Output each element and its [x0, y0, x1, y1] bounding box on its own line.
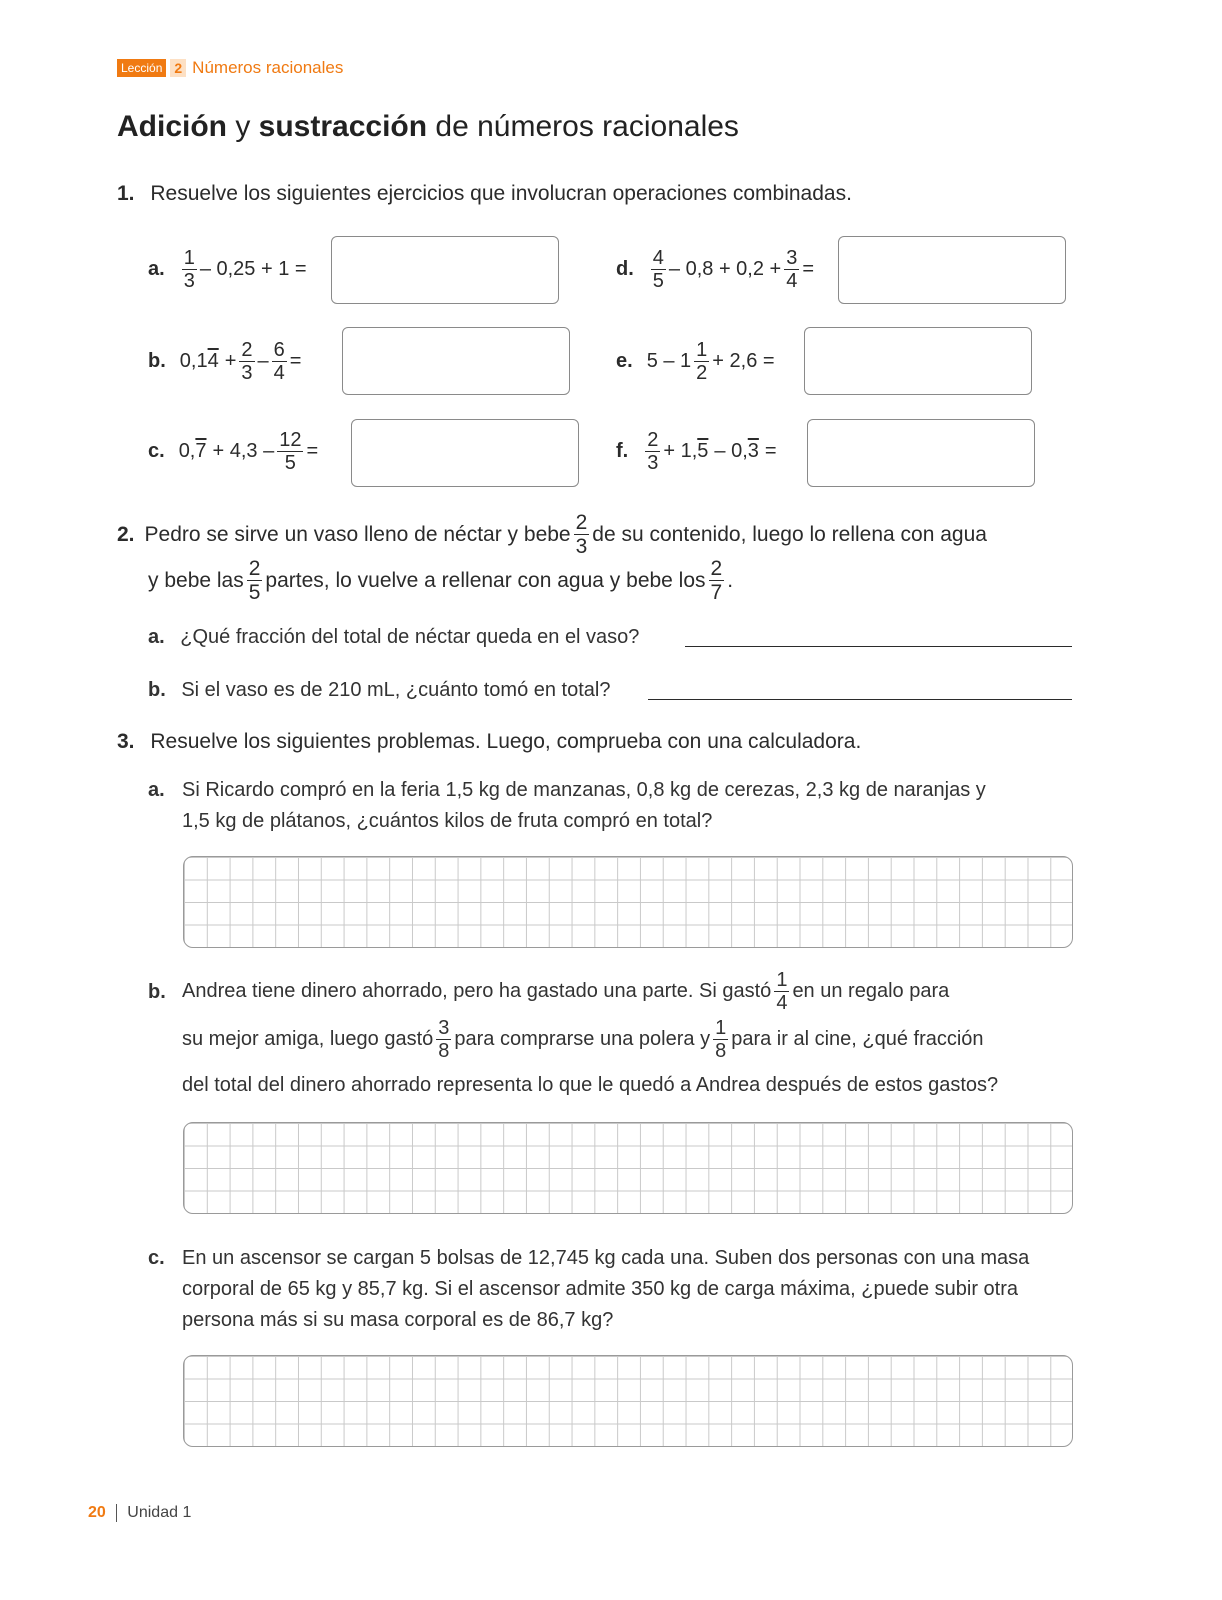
question-2-line1 [117, 512, 987, 557]
question-text: Resuelve los siguientes ejercicios que involucran operaciones combinadas. [150, 182, 852, 205]
question-3a-text [182, 775, 986, 837]
exercise-1a [148, 248, 307, 291]
answer-box-1f[interactable] [807, 419, 1035, 487]
title-bold-1: Adición [117, 110, 227, 143]
question-3b-line3 [182, 1070, 998, 1101]
expr-text: + 4,3 – [212, 440, 275, 462]
exercise-1b [148, 340, 301, 383]
question-2a [148, 622, 639, 653]
answer-line-2b[interactable] [648, 699, 1072, 700]
expr-text: = [306, 440, 319, 462]
question-3c [148, 1243, 165, 1274]
question-3b-line2 [182, 1018, 984, 1061]
grid-answer-area-3c[interactable] [183, 1355, 1073, 1447]
text-line: persona más si su masa corporal es de 86,7 kg? [182, 1309, 614, 1331]
expr-text: = [289, 350, 302, 372]
question-3 [117, 730, 861, 754]
question-text: de su contenido, luego lo rellena con agua [592, 522, 987, 546]
question-text: Pedro se sirve un vaso lleno de néctar y bebe [144, 522, 571, 546]
answer-box-1d[interactable] [838, 236, 1066, 304]
question-number: 1. [117, 182, 135, 205]
repeating-digit: 5 [697, 440, 709, 462]
question-1 [117, 182, 852, 206]
lesson-header [117, 58, 343, 78]
question-2-line2 [148, 558, 733, 603]
question-2b [148, 675, 610, 706]
question-text: partes, lo vuelve a rellenar con agua y bebe los [265, 568, 706, 592]
fraction: $\frac{12}{5}$ [279, 429, 302, 474]
expr-text: + [224, 350, 237, 372]
fraction: $\frac{2}{3}$ [241, 339, 253, 384]
page-number: 20 [88, 1504, 106, 1521]
lesson-label: Lección [117, 59, 166, 77]
answer-box-1a[interactable] [331, 236, 559, 304]
answer-box-1c[interactable] [351, 419, 579, 487]
repeating-digit: 4 [207, 350, 219, 372]
fraction: $\frac{2}{3}$ [575, 511, 588, 558]
text-line: del total del dinero ahorrado representa lo que le quedó a Andrea después de estos gastos? [182, 1074, 999, 1096]
title-mid: y [227, 110, 259, 143]
answer-box-1b[interactable] [342, 327, 570, 395]
page-footer [88, 1504, 191, 1522]
item-label: c. [148, 1247, 165, 1269]
item-label: a. [148, 779, 165, 801]
fraction: $\frac{1}{3}$ [183, 247, 195, 292]
text-line: para ir al cine, ¿qué fracción [731, 1028, 984, 1050]
question-3a [148, 775, 165, 806]
text-line: para comprarse una polera y [454, 1028, 711, 1050]
item-label: e. [616, 350, 633, 372]
text-line: En un ascensor se cargan 5 bolsas de 12,745 kg cada una. Suben dos personas con una masa [182, 1247, 1030, 1269]
expr-text: – 0, [714, 440, 748, 462]
item-text: Si el vaso es de 210 mL, ¿cuánto tomó en total? [181, 679, 611, 701]
repeating-digit: 7 [195, 440, 207, 462]
item-text: ¿Qué fracción del total de néctar queda en el vaso? [180, 626, 640, 648]
repeating-digit: 3 [747, 440, 759, 462]
item-label: a. [148, 258, 165, 280]
item-label: b. [148, 981, 166, 1003]
footer-divider [116, 1504, 118, 1522]
question-3c-text [182, 1243, 1029, 1336]
text-line: en un regalo para [792, 980, 950, 1002]
question-text: y bebe las [148, 568, 244, 592]
fraction: $\frac{2}{3}$ [647, 429, 659, 474]
text-line: corporal de 65 kg y 85,7 kg. Si el ascensor admite 350 kg de carga máxima, ¿puede subir otra [182, 1278, 1019, 1300]
question-3b-line1 [182, 970, 949, 1013]
fraction: $\frac{4}{5}$ [652, 247, 664, 292]
title-bold-2: sustracción [258, 110, 428, 143]
item-label: a. [148, 626, 165, 648]
text-line: Andrea tiene dinero ahorrado, pero ha gastado una parte. Si gastó [182, 980, 772, 1002]
exercise-1f [616, 430, 777, 473]
exercise-1e [616, 340, 775, 383]
fraction: $\frac{2}{5}$ [248, 557, 261, 604]
page-title [117, 110, 739, 144]
lesson-title: Números racionales [192, 58, 344, 77]
answer-box-1e[interactable] [804, 327, 1032, 395]
item-label: d. [616, 258, 634, 280]
question-3b [148, 977, 166, 1008]
expr-text: + 1, [663, 440, 698, 462]
question-text: . [727, 568, 734, 592]
exercise-1d [616, 248, 814, 291]
fraction: $\frac{1}{2}$ [696, 339, 708, 384]
question-number: 2. [117, 522, 135, 546]
expr-text: 0, [178, 440, 196, 462]
item-label: c. [148, 440, 165, 462]
fraction: $\frac{1}{8}$ [715, 1017, 727, 1062]
unit-label: Unidad 1 [127, 1504, 192, 1521]
expr-text: + 2,6 = [712, 350, 775, 372]
expr-text: 0,1 [179, 350, 208, 372]
question-text: Resuelve los siguientes problemas. Luego, comprueba con una calculadora. [150, 730, 862, 753]
grid-answer-area-3a[interactable] [183, 856, 1073, 948]
expr-text: 5 – 1 [646, 350, 692, 372]
exercise-1c [148, 430, 318, 473]
text-line: 1,5 kg de plátanos, ¿cuántos kilos de fruta compró en total? [182, 810, 713, 832]
fraction: $\frac{3}{8}$ [438, 1017, 450, 1062]
fraction: $\frac{2}{7}$ [710, 557, 723, 604]
expr-text: – [257, 350, 269, 372]
item-label: b. [148, 350, 166, 372]
item-label: b. [148, 679, 166, 701]
text-line: su mejor amiga, luego gastó [182, 1028, 434, 1050]
expr-text: = [764, 440, 777, 462]
expr-text: – 0,25 + 1 = [199, 258, 307, 280]
title-rest: de números racionales [427, 110, 739, 143]
grid-answer-area-3b[interactable] [183, 1122, 1073, 1214]
fraction: $\frac{3}{4}$ [786, 247, 798, 292]
text-line: Si Ricardo compró en la feria 1,5 kg de manzanas, 0,8 kg de cerezas, 2,3 kg de naranjas y [182, 779, 986, 801]
expr-text: – 0,8 + 0,2 + [668, 258, 782, 280]
fraction: $\frac{6}{4}$ [273, 339, 285, 384]
question-number: 3. [117, 730, 135, 753]
lesson-number: 2 [170, 59, 186, 77]
fraction: $\frac{1}{4}$ [776, 969, 788, 1014]
item-label: f. [616, 440, 629, 462]
expr-text: = [802, 258, 815, 280]
answer-line-2a[interactable] [685, 646, 1072, 647]
